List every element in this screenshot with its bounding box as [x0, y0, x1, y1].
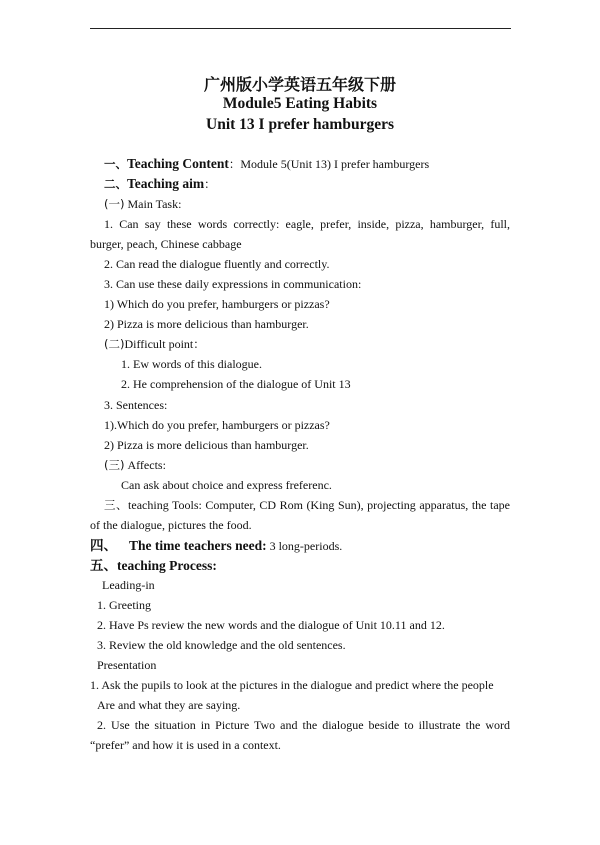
subsection-label: Main Task:: [124, 197, 182, 211]
difficult-line-2: 2. He comprehension of the dialogue of Unit 13: [121, 377, 351, 391]
section-teaching-process: [90, 558, 217, 574]
subsection-label: Affects:: [124, 458, 166, 472]
task-line-3: 2. Can read the dialogue fluently and correctly.: [104, 257, 330, 271]
section-number: 一、: [104, 157, 127, 171]
tools-line-2: of the dialogue, pictures the food.: [90, 518, 252, 532]
header-rule: [90, 28, 511, 29]
section-label: The time teachers need:: [129, 538, 267, 553]
doc-title-unit: Unit 13 I prefer hamburgers: [206, 116, 394, 133]
process-line-5: Are and what they are saying.: [97, 698, 241, 712]
doc-title-module: Module5 Eating Habits: [222, 95, 378, 112]
sentences-heading: 3. Sentences:: [104, 398, 168, 412]
sentence-line-2: 2) Pizza is more delicious than hamburger.: [104, 438, 309, 452]
section-label: Teaching Content: [127, 156, 229, 171]
section-teaching-content: [104, 156, 429, 172]
colon: ：: [204, 177, 216, 191]
section-value: 3 long-periods.: [266, 539, 343, 553]
section-number: 三、: [104, 498, 129, 512]
task-line-6: 2) Pizza is more delicious than hamburger.: [104, 317, 309, 331]
subsection-affects: [104, 458, 166, 473]
section-number: 五、: [90, 558, 117, 574]
process-line-6: 2. Use the situation in Picture Two and the dialogue beside to illustrate the word: [97, 718, 510, 732]
section-label: Teaching aim: [127, 176, 205, 191]
task-line-2: burger, peach, Chinese cabbage: [90, 237, 242, 251]
subsection-main-task: [104, 197, 181, 212]
sentence-line-1: 1).Which do you prefer, hamburgers or pizzas?: [104, 418, 330, 432]
section-value: Module 5(Unit 13) I prefer hamburgers: [240, 157, 430, 171]
section-teaching-tools: [104, 498, 510, 513]
task-line-5: 1) Which do you prefer, hamburgers or pizzas?: [104, 297, 330, 311]
process-line-1: 1. Greeting: [97, 598, 151, 612]
task-line-1: 1. Can say these words correctly: eagle, prefer, inside, pizza, hamburger, full,: [104, 217, 510, 231]
tools-line-1: teaching Tools: Computer, CD Rom (King Sun), projecting apparatus, the tape: [128, 498, 510, 512]
task-line-4: 3. Can use these daily expressions in communication:: [104, 277, 362, 291]
doc-title-cn: 广州版小学英语五年级下册: [203, 75, 396, 94]
process-line-2: 2. Have Ps review the new words and the dialogue of Unit 10.11 and 12.: [97, 618, 445, 632]
affects-line: Can ask about choice and express freferenc.: [121, 478, 332, 492]
subsection-number: (一): [104, 197, 125, 211]
subsection-label: Difficult point: [124, 337, 194, 351]
colon: ：: [228, 157, 241, 171]
subsection-difficult-point: [104, 337, 205, 352]
colon: ：: [193, 337, 205, 351]
section-number: 二、: [104, 177, 127, 191]
process-line-7: “prefer” and how it is used in a context.: [90, 738, 281, 752]
section-time-needed: [90, 538, 342, 554]
difficult-line-1: 1. Ew words of this dialogue.: [121, 357, 262, 371]
section-label: teaching Process:: [117, 558, 217, 573]
subsection-number: (二): [104, 337, 125, 351]
section-number: 四、: [90, 538, 117, 554]
process-line-4: 1. Ask the pupils to look at the pictures in the dialogue and predict where the people: [90, 678, 494, 692]
process-line-3: 3. Review the old knowledge and the old sentences.: [97, 638, 346, 652]
section-teaching-aim: [104, 176, 216, 192]
process-leading-in: Leading-in: [102, 578, 155, 592]
subsection-number: (三): [104, 458, 125, 472]
process-presentation: Presentation: [97, 658, 157, 672]
